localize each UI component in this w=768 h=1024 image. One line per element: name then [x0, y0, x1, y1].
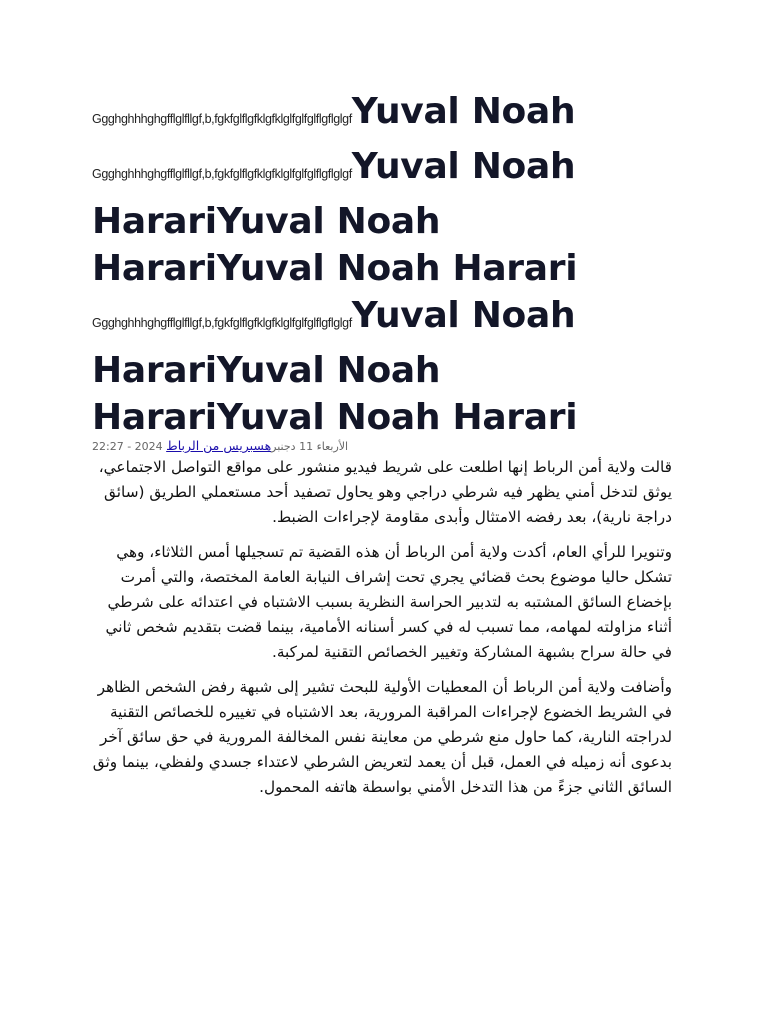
article-paragraph: قالت ولاية أمن الرباط إنها اطلعت على شريط فيديو منشور على مواقع التواصل الاجتماعي، يوثق لتدخل أمني يظهر فيه شرطي دراجي وهو يحاول تصفيد أحد مستعملي الطريق (سائق دراجة نارية)، بعد رفضه الامتثال وأبدى مقاومة لإجراءات الضبط.: [98, 458, 672, 526]
page-heading: [92, 292, 682, 441]
heading-prefix-text: Ggghghhhghgfflglfllgf,b,fgkfglflgfklgfklglfglfglflgflglgf: [92, 112, 352, 126]
heading-prefix-text: Ggghghhhghgfflglfllgf,b,fgkfglflgfklgfklglfglfglflgflglgf: [92, 316, 352, 330]
heading-title-text: Yuval Noah HarariYuval Noah HarariYuval Noah Harari: [92, 146, 578, 289]
article-body: [92, 455, 676, 800]
publish-date: 22:27 - 2024 الأربعاء 11 دجنبر: [92, 440, 349, 453]
article-paragraph: وتنويرا للرأي العام، أكدت ولاية أمن الرباط أن هذه القضية تم تسجيلها أمس الثلاثاء، وهي تشكل حاليا موضوع بحث قضائي يجري تحت إشراف النيابة العامة المختصة، والتي أمرت بإخضاع السائق المشتبه به لتدبير الحراسة النظرية بسبب الاشتباه في اعتدائه على شرطي أثناء مزاولته لمهامه، مما تسبب له في كسر أسنانه الأمامية، بينما قضت بتقديم شخص ثاني في حالة سراح بشبهة المشاركة وتغيير الخصائص التقنية لمركبة.: [105, 543, 672, 661]
document-page: [92, 88, 682, 810]
heading-title-text: Yuval Noah HarariYuval Noah HarariYuval Noah Harari: [92, 295, 578, 438]
author-link[interactable]: هسبريس من الرباط: [166, 438, 272, 453]
page-heading: [92, 143, 682, 292]
article-paragraph: وأضافت ولاية أمن الرباط أن المعطيات الأولية للبحث تشير إلى شبهة رفض الشخص الظاهر في الشريط الخضوع لإجراءات المراقبة المرورية، بعد الاشتباه في تغييره للخصائص التقنية لدراجته النارية، كما حاول منع شرطي من معاينة نفس المخالفة المرورية في حق سائق آخر بدعوى أنه زميله في العمل، قبل أن يعمد لتعريض الشرطي لاعتداء جسدي ولفظي، بينما وثق السائق الثاني جزءً من هذا التدخل الأمني بواسطة هاتفه المحمول.: [92, 678, 672, 796]
heading-prefix-text: Ggghghhhghgfflglfllgf,b,fgkfglflgfklgfklglfglfglflgflglgf: [92, 167, 352, 181]
page-heading: [92, 88, 682, 143]
heading-title-text: Yuval Noah: [351, 91, 576, 132]
